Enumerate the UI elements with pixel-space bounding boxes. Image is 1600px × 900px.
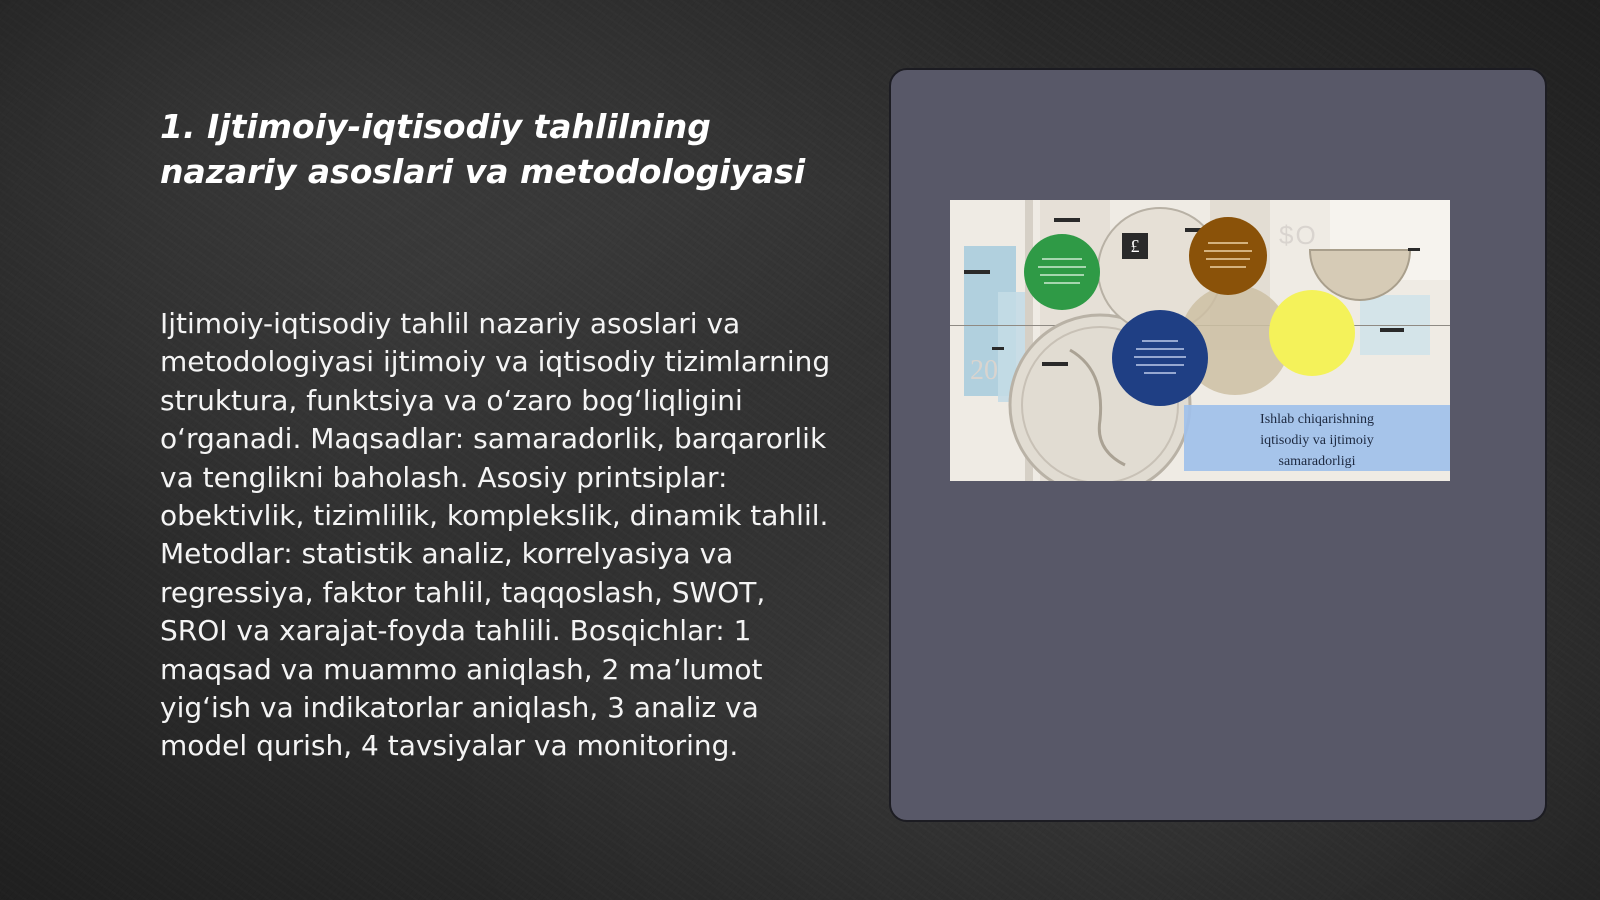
pound-symbol: £	[1122, 233, 1148, 259]
dollar-symbol: $O	[1279, 220, 1318, 250]
economic-efficiency-image	[950, 200, 1450, 481]
slide-body-text: Ijtimoiy-iqtisodiy tahlil nazariy asoslari va metodologiyasi ijtimoiy va iqtisodiy tizimlarning struktura, funktsiya va o‘zaro bog‘liqligini o‘rganadi. Maqsadlar: samaradorlik, barqarorlik va tenglikni baholash. Asosiy printsiplar: obektivlik, tizimlilik, komplekslik, dinamik tahlil. Metodlar: statistik analiz, korrelyasiya va regressiya, faktor tahlil, taqqoslash, SWOT, SROI va xarajat-foyda tahlili. Bosqichlar: 1 maqsad va muammo aniqlash, 2 ma’lumot yig‘ish va indikatorlar aniqlash, 3 analiz va model qurish, 4 tavsiyalar va monitoring.	[160, 307, 831, 763]
number-twenty: 20	[970, 355, 998, 386]
slide-title: 1. Ijtimoiy-iqtisodiy tahlilning nazariy asoslari va metodologiyasi	[160, 107, 806, 191]
image-caption: Ishlab chiqarishning iqtisodiy va ijtimoiy samaradorligi	[1260, 412, 1374, 469]
